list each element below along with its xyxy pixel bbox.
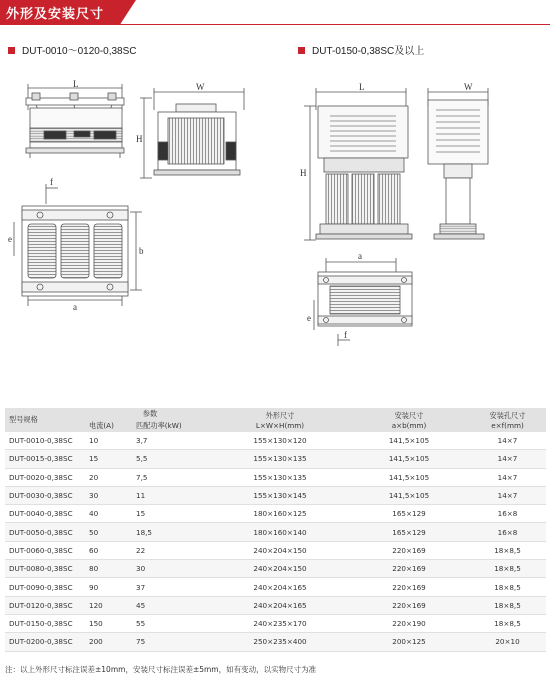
cell-outline: 155×130×135 xyxy=(211,450,349,468)
header-mount xyxy=(349,408,469,432)
cell-power: 37 xyxy=(136,578,211,596)
cell-power: 45 xyxy=(136,596,211,614)
cell-hole: 18×8,5 xyxy=(469,541,546,559)
cell-model: DUT-0150-0,38SC xyxy=(5,614,89,632)
cell-model: DUT-0040-0,38SC xyxy=(5,505,89,523)
table-row xyxy=(5,560,546,578)
cell-power: 15 xyxy=(136,505,211,523)
cell-hole: 14×7 xyxy=(469,450,546,468)
cell-outline: 240×235×170 xyxy=(211,614,349,632)
cell-outline: 180×160×125 xyxy=(211,505,349,523)
cell-current: 60 xyxy=(89,541,136,559)
table-row xyxy=(5,468,546,486)
footnote: 注：以上外形尺寸标注误差±10mm，安装尺寸标注误差±5mm，如有变动，以实物尺寸为准 xyxy=(5,665,317,674)
cell-hole: 18×8,5 xyxy=(469,596,546,614)
cell-mount: 141,5×105 xyxy=(349,450,469,468)
dim-label-W-right: W xyxy=(464,82,473,92)
cell-hole: 14×7 xyxy=(469,432,546,450)
left-plan-view xyxy=(14,184,142,306)
cell-outline: 240×204×150 xyxy=(211,541,349,559)
header-outline xyxy=(211,408,349,432)
cell-model: DUT-0020-0,38SC xyxy=(5,468,89,486)
dim-label-H-right: H xyxy=(300,168,307,178)
cell-outline: 155×130×135 xyxy=(211,468,349,486)
dim-label-e: e xyxy=(8,234,12,244)
cell-outline: 155×130×120 xyxy=(211,432,349,450)
cell-model: DUT-0200-0,38SC xyxy=(5,633,89,651)
cell-hole: 16×8 xyxy=(469,505,546,523)
table-row xyxy=(5,505,546,523)
cell-power: 7,5 xyxy=(136,468,211,486)
right-front-view xyxy=(304,88,412,240)
header-model: 型号规格 xyxy=(5,408,89,432)
left-front-view xyxy=(26,84,124,158)
cell-outline: 240×204×165 xyxy=(211,578,349,596)
cell-mount: 200×125 xyxy=(349,633,469,651)
cell-power: 22 xyxy=(136,541,211,559)
right-side-view xyxy=(428,88,488,239)
table-header-row xyxy=(5,408,546,420)
table-row xyxy=(5,541,546,559)
cell-model: DUT-0010-0,38SC xyxy=(5,432,89,450)
cell-mount: 220×169 xyxy=(349,578,469,596)
cell-current: 15 xyxy=(89,450,136,468)
header-hole-title: 安装孔尺寸 xyxy=(489,410,526,420)
cell-model: DUT-0060-0,38SC xyxy=(5,541,89,559)
table-row xyxy=(5,432,546,450)
cell-model: DUT-0090-0,38SC xyxy=(5,578,89,596)
header-current: 电流(A) xyxy=(89,420,136,432)
dim-label-a: a xyxy=(73,302,77,312)
cell-hole: 20×10 xyxy=(469,633,546,651)
cell-current: 150 xyxy=(89,614,136,632)
dim-label-b: b xyxy=(139,246,144,256)
cell-mount: 141,5×105 xyxy=(349,486,469,504)
cell-current: 80 xyxy=(89,560,136,578)
cell-hole: 18×8,5 xyxy=(469,614,546,632)
table-row xyxy=(5,596,546,614)
cell-mount: 220×169 xyxy=(349,596,469,614)
dim-label-e-right: e xyxy=(307,313,311,323)
header-outline-unit: L×W×H(mm) xyxy=(255,420,305,430)
cell-current: 40 xyxy=(89,505,136,523)
left-side-view xyxy=(140,88,244,178)
header-hole-unit: e×f(mm) xyxy=(491,420,524,430)
cell-mount: 141,5×105 xyxy=(349,432,469,450)
dim-label-f: f xyxy=(50,177,53,187)
dim-label-L: L xyxy=(73,79,79,89)
cell-current: 90 xyxy=(89,578,136,596)
banner-title: 外形及安装尺寸 xyxy=(6,7,105,22)
right-drawing-title-text: DUT-0150-0,38SC及以上 xyxy=(312,46,425,57)
cell-current: 30 xyxy=(89,486,136,504)
dim-label-a-right: a xyxy=(358,251,362,261)
cell-hole: 14×7 xyxy=(469,486,546,504)
left-drawing-title-text: DUT-0010～0120-0,38SC xyxy=(22,46,137,57)
cell-power: 3,7 xyxy=(136,432,211,450)
header-power: 匹配功率(kW) xyxy=(136,420,211,432)
cell-mount: 220×190 xyxy=(349,614,469,632)
cell-power: 75 xyxy=(136,633,211,651)
cell-hole: 18×8,5 xyxy=(469,578,546,596)
cell-outline: 240×204×165 xyxy=(211,596,349,614)
cell-power: 30 xyxy=(136,560,211,578)
cell-model: DUT-0015-0,38SC xyxy=(5,450,89,468)
header-mount-unit: a×b(mm) xyxy=(391,420,427,430)
table-row xyxy=(5,578,546,596)
table-row xyxy=(5,633,546,651)
cell-current: 200 xyxy=(89,633,136,651)
dim-label-L-right: L xyxy=(359,82,365,92)
cell-model: DUT-0030-0,38SC xyxy=(5,486,89,504)
cell-mount: 165×129 xyxy=(349,505,469,523)
spec-table xyxy=(5,408,546,652)
cell-model: DUT-0120-0,38SC xyxy=(5,596,89,614)
cell-power: 55 xyxy=(136,614,211,632)
table-row xyxy=(5,486,546,504)
cell-outline: 250×235×400 xyxy=(211,633,349,651)
header-outline-title: 外形尺寸 xyxy=(265,410,295,420)
cell-power: 11 xyxy=(136,486,211,504)
header-mount-title: 安装尺寸 xyxy=(394,410,424,420)
cell-current: 50 xyxy=(89,523,136,541)
cell-outline: 180×160×140 xyxy=(211,523,349,541)
cell-model: DUT-0080-0,38SC xyxy=(5,560,89,578)
cell-hole: 14×7 xyxy=(469,468,546,486)
right-plan-view xyxy=(314,258,412,346)
cell-mount: 220×169 xyxy=(349,560,469,578)
cell-model: DUT-0050-0,38SC xyxy=(5,523,89,541)
cell-current: 10 xyxy=(89,432,136,450)
cell-current: 20 xyxy=(89,468,136,486)
cell-outline: 240×204×150 xyxy=(211,560,349,578)
dim-label-f-right: f xyxy=(344,330,347,340)
cell-hole: 16×8 xyxy=(469,523,546,541)
cell-hole: 18×8,5 xyxy=(469,560,546,578)
header-params: 参数 xyxy=(89,408,211,420)
dim-label-W: W xyxy=(196,82,205,92)
cell-power: 18,5 xyxy=(136,523,211,541)
table-row xyxy=(5,523,546,541)
cell-mount: 141,5×105 xyxy=(349,468,469,486)
cell-power: 5,5 xyxy=(136,450,211,468)
table-row xyxy=(5,614,546,632)
dim-label-H: H xyxy=(136,134,143,144)
cell-mount: 220×169 xyxy=(349,541,469,559)
cell-mount: 165×129 xyxy=(349,523,469,541)
cell-outline: 155×130×145 xyxy=(211,486,349,504)
table-row xyxy=(5,450,546,468)
header-hole xyxy=(469,408,546,432)
cell-current: 120 xyxy=(89,596,136,614)
